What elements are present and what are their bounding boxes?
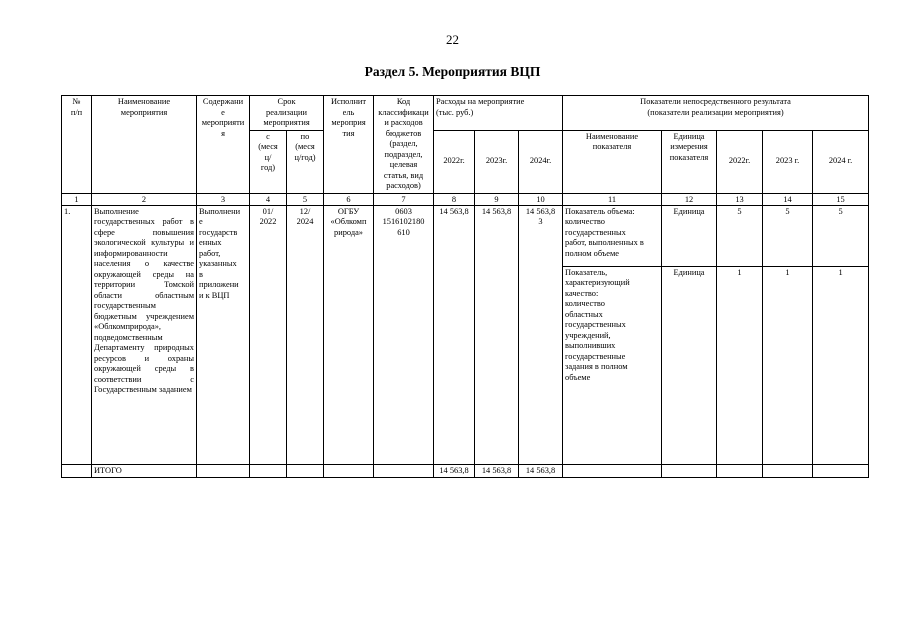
indicator-2022: 5 xyxy=(717,205,763,266)
indicator-2024: 1 xyxy=(813,266,869,464)
total-empty xyxy=(287,464,324,478)
header-year-2022: 2022г. xyxy=(434,130,475,193)
total-row xyxy=(62,464,869,478)
header-expenses: Расходы на мероприятие (тыс. руб.) xyxy=(434,96,563,131)
activities-table xyxy=(61,95,869,478)
column-number: 9 xyxy=(475,193,519,205)
indicator-2024: 5 xyxy=(813,205,869,266)
column-number: 10 xyxy=(519,193,563,205)
header-year-2023: 2023г. xyxy=(475,130,519,193)
header-unit: Единица измерения показателя xyxy=(662,130,717,193)
header-ind-year-2023: 2023 г. xyxy=(763,130,813,193)
total-expense-2022: 14 563,8 xyxy=(434,464,475,478)
column-number: 4 xyxy=(250,193,287,205)
column-number: 5 xyxy=(287,193,324,205)
table-row xyxy=(62,205,869,266)
total-empty xyxy=(62,464,92,478)
column-number: 6 xyxy=(324,193,374,205)
column-number: 15 xyxy=(813,193,869,205)
total-empty xyxy=(717,464,763,478)
header-ind-year-2022: 2022г. xyxy=(717,130,763,193)
column-number: 2 xyxy=(92,193,197,205)
column-number-row xyxy=(62,193,869,205)
expense-2024: 14 563,8 3 xyxy=(519,205,563,464)
header-ind-year-2024: 2024 г. xyxy=(813,130,869,193)
header-row-1 xyxy=(62,96,869,131)
header-name: Наименование мероприятия xyxy=(92,96,197,194)
section-title: Раздел 5. Мероприятия ВЦП xyxy=(364,64,541,79)
total-empty xyxy=(197,464,250,478)
expense-2022: 14 563,8 xyxy=(434,205,475,464)
header-indicator-name: Наименование показателя xyxy=(563,130,662,193)
indicator-2022: 1 xyxy=(717,266,763,464)
total-empty xyxy=(763,464,813,478)
header-code: Код классификаци и расходов бюджетов (раздел, подраздел, целевая статья, вид расходов) xyxy=(374,96,434,194)
total-empty xyxy=(374,464,434,478)
term-to: 12/ 2024 xyxy=(287,205,324,464)
term-from: 01/ 2022 xyxy=(250,205,287,464)
indicator-unit: Единица xyxy=(662,266,717,464)
header-executor: Исполнит ель мероприя тия xyxy=(324,96,374,194)
total-expense-2023: 14 563,8 xyxy=(475,464,519,478)
expense-2023: 14 563,8 xyxy=(475,205,519,464)
executor: ОГБУ «Облкомп рирода» xyxy=(324,205,374,464)
total-expense-2024: 14 563,8 xyxy=(519,464,563,478)
page-number: 22 xyxy=(446,32,459,47)
indicator-2023: 5 xyxy=(763,205,813,266)
column-number: 7 xyxy=(374,193,434,205)
total-empty xyxy=(324,464,374,478)
total-empty xyxy=(662,464,717,478)
column-number: 1 xyxy=(62,193,92,205)
activity-content: Выполнени е государств енных работ, указанных в приложени и к ВЦП xyxy=(197,205,250,464)
classification-code: 0603 1516102180 610 xyxy=(374,205,434,464)
column-number: 8 xyxy=(434,193,475,205)
column-number: 13 xyxy=(717,193,763,205)
column-number: 12 xyxy=(662,193,717,205)
total-empty xyxy=(250,464,287,478)
header-term-to: по (меся ц/год) xyxy=(287,130,324,193)
activity-name: Выполнение государственных работ в сфере повышения экологической культуры и информированности населения о качестве окружающей среды на территории Томской области областным государственным бюджетным учреждением «Облкомприрода», подведомственным Департаменту природных ресурсов и охраны окружающей среды в соответствии с Государственным заданием xyxy=(92,205,197,464)
header-indicators: Показатели непосредственного результата (показатели реализации мероприятия) xyxy=(563,96,869,131)
header-term: Срок реализации мероприятия xyxy=(250,96,324,131)
column-number: 3 xyxy=(197,193,250,205)
header-year-2024: 2024г. xyxy=(519,130,563,193)
indicator-2023: 1 xyxy=(763,266,813,464)
total-label: ИТОГО xyxy=(92,464,197,478)
header-content: Содержани е мероприяти я xyxy=(197,96,250,194)
header-num: № п/п xyxy=(62,96,92,194)
indicator-name: Показатель, характеризующий качество: количество областных государственных учреждений, выполнивших государственные задания в полном объеме xyxy=(563,266,662,464)
header-term-from: с (меся ц/ год) xyxy=(250,130,287,193)
indicator-unit: Единица xyxy=(662,205,717,266)
column-number: 14 xyxy=(763,193,813,205)
total-empty xyxy=(813,464,869,478)
column-number: 11 xyxy=(563,193,662,205)
total-empty xyxy=(563,464,662,478)
row-number: 1. xyxy=(62,205,92,464)
indicator-name: Показатель объема: количество государственных работ, выполненных в полном объеме xyxy=(563,205,662,266)
